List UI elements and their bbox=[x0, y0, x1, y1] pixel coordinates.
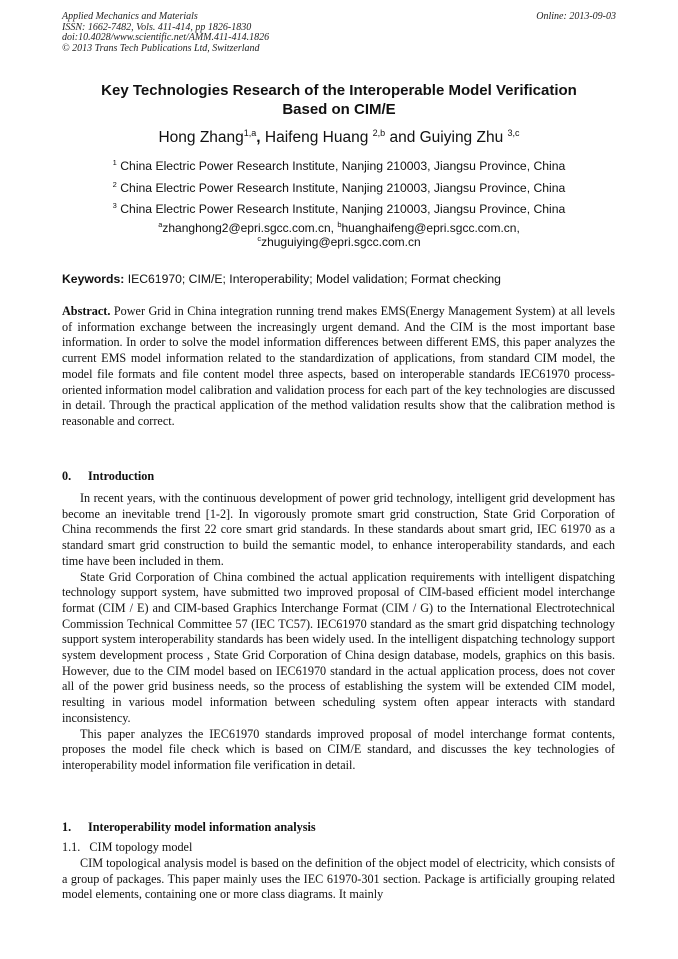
email-address[interactable]: zhuguiying@epri.sgcc.com.cn bbox=[261, 235, 421, 249]
keywords-text: IEC61970; CIM/E; Interoperability; Model validation; Format checking bbox=[124, 272, 501, 286]
paragraph: CIM topological analysis model is based on the definition of the object model of electricity, which consists of a group of packages. This paper mainly uses the IEC 61970-301 section. Package is artificially grouping related model elements, containing one or more class diagrams. It mainly bbox=[62, 856, 615, 902]
issn-line: ISSN: 1662-7482, Vols. 411-414, pp 1826-1830 bbox=[62, 21, 252, 33]
section-number: 0. bbox=[62, 469, 72, 483]
subsection-heading bbox=[62, 840, 616, 855]
paragraph: In recent years, with the continuous development of power grid technology, intelligent grid development has become an inevitable trend [1-2]. In vigorously promote smart grid construction, State Grid Corporation of China recommends the first 22 core smart grid standards. In these standards about smart grid, IEC 61970 as a standard smart grid construction to build the semantic model, to enhance interoperability standards, and each time have been included in them. bbox=[62, 491, 615, 568]
abstract-label: Abstract. bbox=[62, 304, 111, 318]
affiliation bbox=[62, 178, 616, 200]
keywords-label: Keywords: bbox=[62, 272, 125, 286]
affiliation-text: China Electric Power Research Institute, Nanjing 210003, Jiangsu Province, China bbox=[120, 202, 566, 216]
author-superscript: 2,b bbox=[372, 128, 386, 138]
author-superscript: 1,a bbox=[243, 128, 257, 138]
author-name: Hong Zhang bbox=[158, 129, 244, 146]
email-address[interactable]: zhanghong2@epri.sgcc.com.cn, bbox=[162, 221, 338, 235]
affiliation-superscript: 2 bbox=[112, 179, 117, 189]
paragraph: This paper analyzes the IEC61970 standards improved proposal of model interchange format contents, proposes the model file check which is based on CIM/E standard, and discusses the key technologies of interoperability model information file verification in detail. bbox=[62, 726, 615, 772]
journal-header bbox=[62, 12, 616, 54]
email-superscript: b bbox=[337, 220, 342, 229]
author-separator: , bbox=[256, 129, 265, 146]
section-title: Interoperability model information analysis bbox=[88, 820, 316, 834]
author-list bbox=[62, 128, 616, 148]
copyright-line: © 2013 Trans Tech Publications Ltd, Switzerland bbox=[62, 42, 260, 54]
affiliation-superscript: 3 bbox=[112, 201, 117, 210]
section-heading-interoperability bbox=[62, 820, 616, 835]
affiliation bbox=[62, 156, 616, 178]
email-line-2 bbox=[62, 235, 616, 249]
paragraph: State Grid Corporation of China combined the actual application requirements with intelligent dispatching technology support system, have submitted two improved proposal of CIM-based efficient model interchange format (CIM / E) and CIM-based Graphics Interchange Format (CIM / G) to the International Electrotechnical Commission Technical Committee 57 (IEC TC57). IEC61970 standard as the smart grid dispatching technology support system interoperability standards has been widely used. In the intelligent dispatching technology support system development process , State Grid Corporation of China design database, models, graphics on this basis. However, due to the CIM model based on IEC61970 standard in the actual application process, does not cover all of the power grid business needs, so the process of establishing the system will be extended CIM model, resulting in various model information between scheduling system often appear interacts with standard inconsistency. bbox=[62, 569, 615, 725]
paper-title bbox=[62, 82, 616, 119]
online-date: Online: 2013-09-03 bbox=[536, 11, 616, 22]
affiliation bbox=[62, 199, 616, 221]
email-list bbox=[62, 221, 616, 249]
author-superscript: 3,c bbox=[507, 128, 520, 138]
title-line-2: Based on CIM/E bbox=[282, 100, 396, 118]
email-line-1 bbox=[62, 221, 616, 235]
journal-name: Applied Mechanics and Materials bbox=[62, 11, 198, 22]
keywords bbox=[62, 272, 616, 287]
email-superscript: a bbox=[158, 220, 163, 229]
subsection-title: CIM topology model bbox=[89, 840, 193, 854]
author-separator: and bbox=[385, 129, 420, 146]
title-line-1: Key Technologies Research of the Interoperable Model Verification bbox=[101, 82, 577, 99]
email-address[interactable]: huanghaifeng@epri.sgcc.com.cn, bbox=[341, 221, 520, 235]
subsection-number: 1.1. bbox=[62, 840, 81, 854]
affiliation-list bbox=[62, 156, 616, 221]
abstract bbox=[62, 304, 615, 430]
email-superscript: c bbox=[257, 234, 262, 243]
section-heading-introduction bbox=[62, 469, 616, 484]
cim-topology-body bbox=[62, 856, 615, 903]
introduction-body bbox=[62, 491, 615, 774]
section-title: Introduction bbox=[88, 469, 155, 483]
doi-line: doi:10.4028/www.scientific.net/AMM.411-414.1826 bbox=[62, 32, 270, 43]
affiliation-superscript: 1 bbox=[112, 158, 117, 167]
author-name: Guiying Zhu bbox=[419, 129, 508, 146]
affiliation-text: China Electric Power Research Institute, Nanjing 210003, Jiangsu Province, China bbox=[120, 159, 566, 173]
affiliation-text: China Electric Power Research Institute, Nanjing 210003, Jiangsu Province, China bbox=[120, 180, 566, 195]
author-name: Haifeng Huang bbox=[264, 129, 373, 146]
abstract-text: Power Grid in China integration running trend makes EMS(Energy Management System) at all levels of information exchange between the increasingly urgent demand. And the CIM is the most important base information. In order to solve the model information differences between different EMS, this paper analyzes the current EMS model information related to the standardization of applications, from standard CIM model, the model file formats and file content model three aspects, based on interoperable standards IEC61970 process-oriented information model calibration and validation process for each part of the key technologies are discussed in detail. Through the practical application of the method validation results show that the calibration method is reasonable and correct. bbox=[62, 304, 615, 428]
section-number: 1. bbox=[62, 820, 72, 834]
